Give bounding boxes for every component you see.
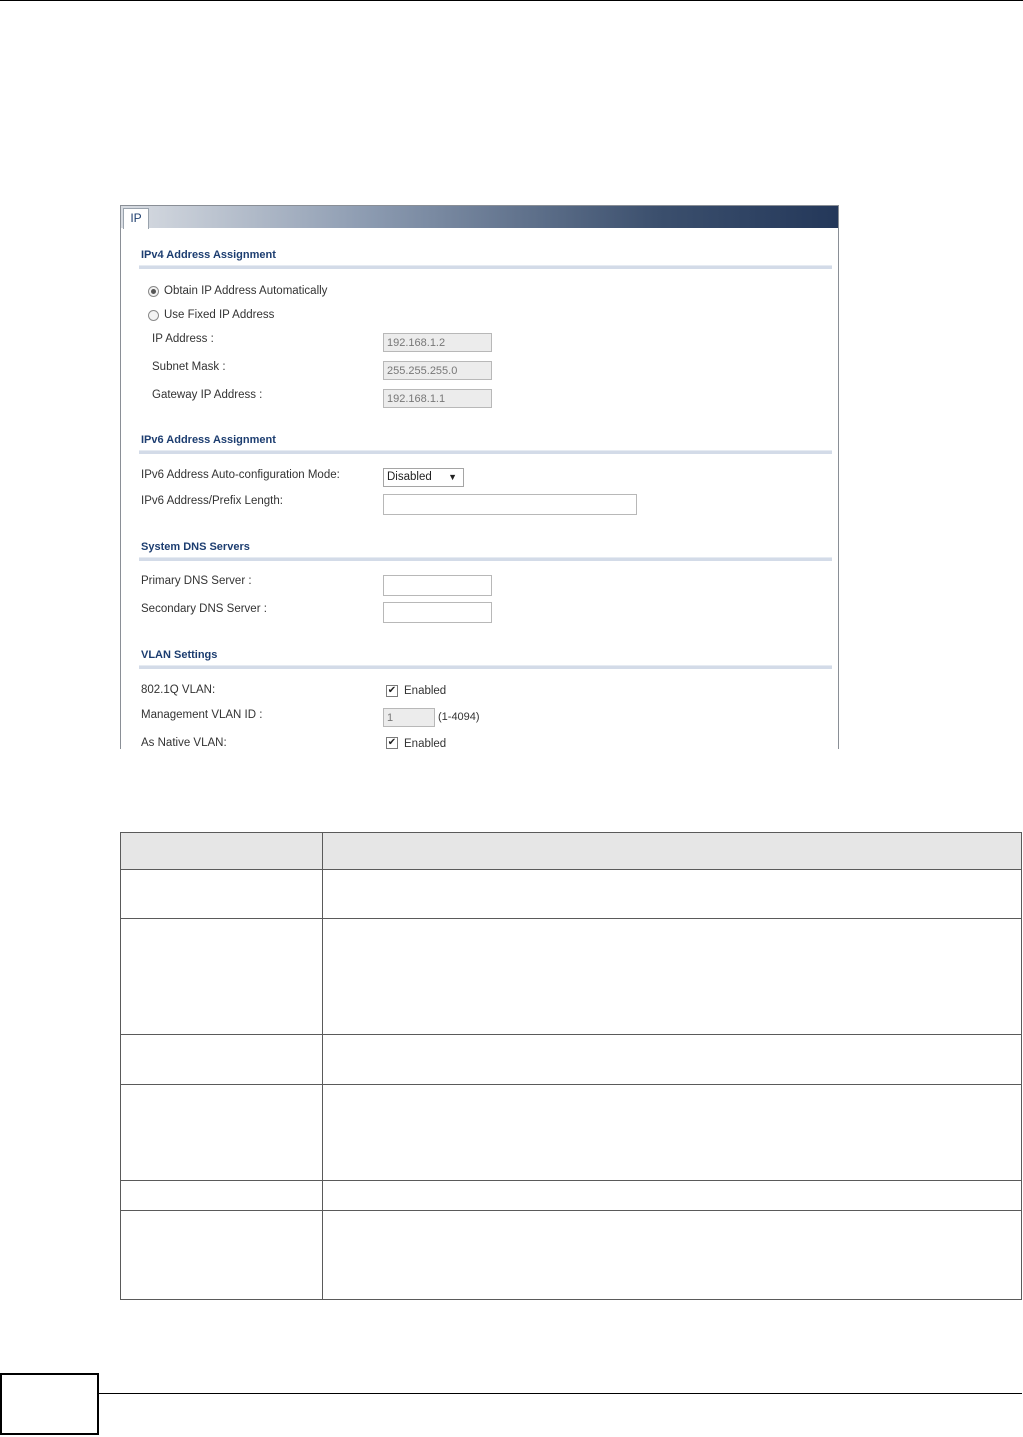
ipv6-prefix-field[interactable] [383,494,637,515]
subnet-mask-field[interactable]: 255.255.255.0 [383,361,492,380]
use-fixed-label: Use Fixed IP Address [164,309,275,321]
dot1q-vlan-label: 802.1Q VLAN: [141,684,216,696]
mgmt-vlan-range: (1-4094) [438,711,480,723]
ipv6-mode-label: IPv6 Address Auto-configuration Mode: [141,469,340,481]
dns-section-rule [139,557,832,561]
secondary-dns-label: Secondary DNS Server : [141,603,267,615]
table-row-divider [121,1084,1021,1085]
table-row-divider [121,1034,1021,1035]
native-vlan-label: As Native VLAN: [141,737,227,749]
page-number-box [0,1373,99,1435]
chevron-down-icon: ▼ [448,472,457,482]
panel-header [121,206,838,228]
ipv6-mode-select[interactable] [383,468,464,487]
top-rule [0,0,1023,1]
dot1q-enabled-label: Enabled [404,685,447,697]
tab-ip[interactable]: IP [123,208,149,229]
ipv4-section-title: IPv4 Address Assignment [141,249,276,261]
table-header-row [121,833,1021,869]
subnet-mask-label: Subnet Mask : [152,361,226,373]
primary-dns-field[interactable] [383,575,492,596]
checkmark-icon: ✔ [387,685,397,696]
ip-address-field[interactable]: 192.168.1.2 [383,333,492,352]
obtain-auto-radio[interactable] [148,286,159,297]
dot1q-vlan-checkbox[interactable] [386,685,398,697]
field-description-table [120,832,1022,1300]
native-enabled-label: Enabled [404,738,447,749]
secondary-dns-field[interactable] [383,602,492,623]
table-row-divider [121,1180,1021,1181]
ipv6-section-rule [139,450,832,454]
native-vlan-checkbox[interactable] [386,737,398,749]
ipv6-mode-value: Disabled [387,471,432,483]
vlan-section-rule [139,665,832,669]
ipv4-section-rule [139,265,832,269]
vlan-section-title: VLAN Settings [141,649,218,661]
ipv6-section-title: IPv6 Address Assignment [141,434,276,446]
primary-dns-label: Primary DNS Server : [141,575,252,587]
table-column-divider [322,833,323,1299]
mgmt-vlan-label: Management VLAN ID : [141,709,263,721]
dns-section-title: System DNS Servers [141,541,250,553]
use-fixed-radio[interactable] [148,310,159,321]
gateway-label: Gateway IP Address : [152,389,263,401]
ip-address-label: IP Address : [152,333,214,345]
gateway-field[interactable]: 192.168.1.1 [383,389,492,408]
table-row-divider [121,1210,1021,1211]
ip-settings-screenshot [120,205,839,749]
table-row-divider [121,869,1021,870]
obtain-auto-label: Obtain IP Address Automatically [164,285,328,297]
table-row-divider [121,918,1021,919]
ipv6-prefix-label: IPv6 Address/Prefix Length: [141,495,283,507]
mgmt-vlan-field[interactable]: 1 [383,708,435,727]
checkmark-icon: ✔ [387,737,397,748]
footer-rule [99,1393,1022,1394]
